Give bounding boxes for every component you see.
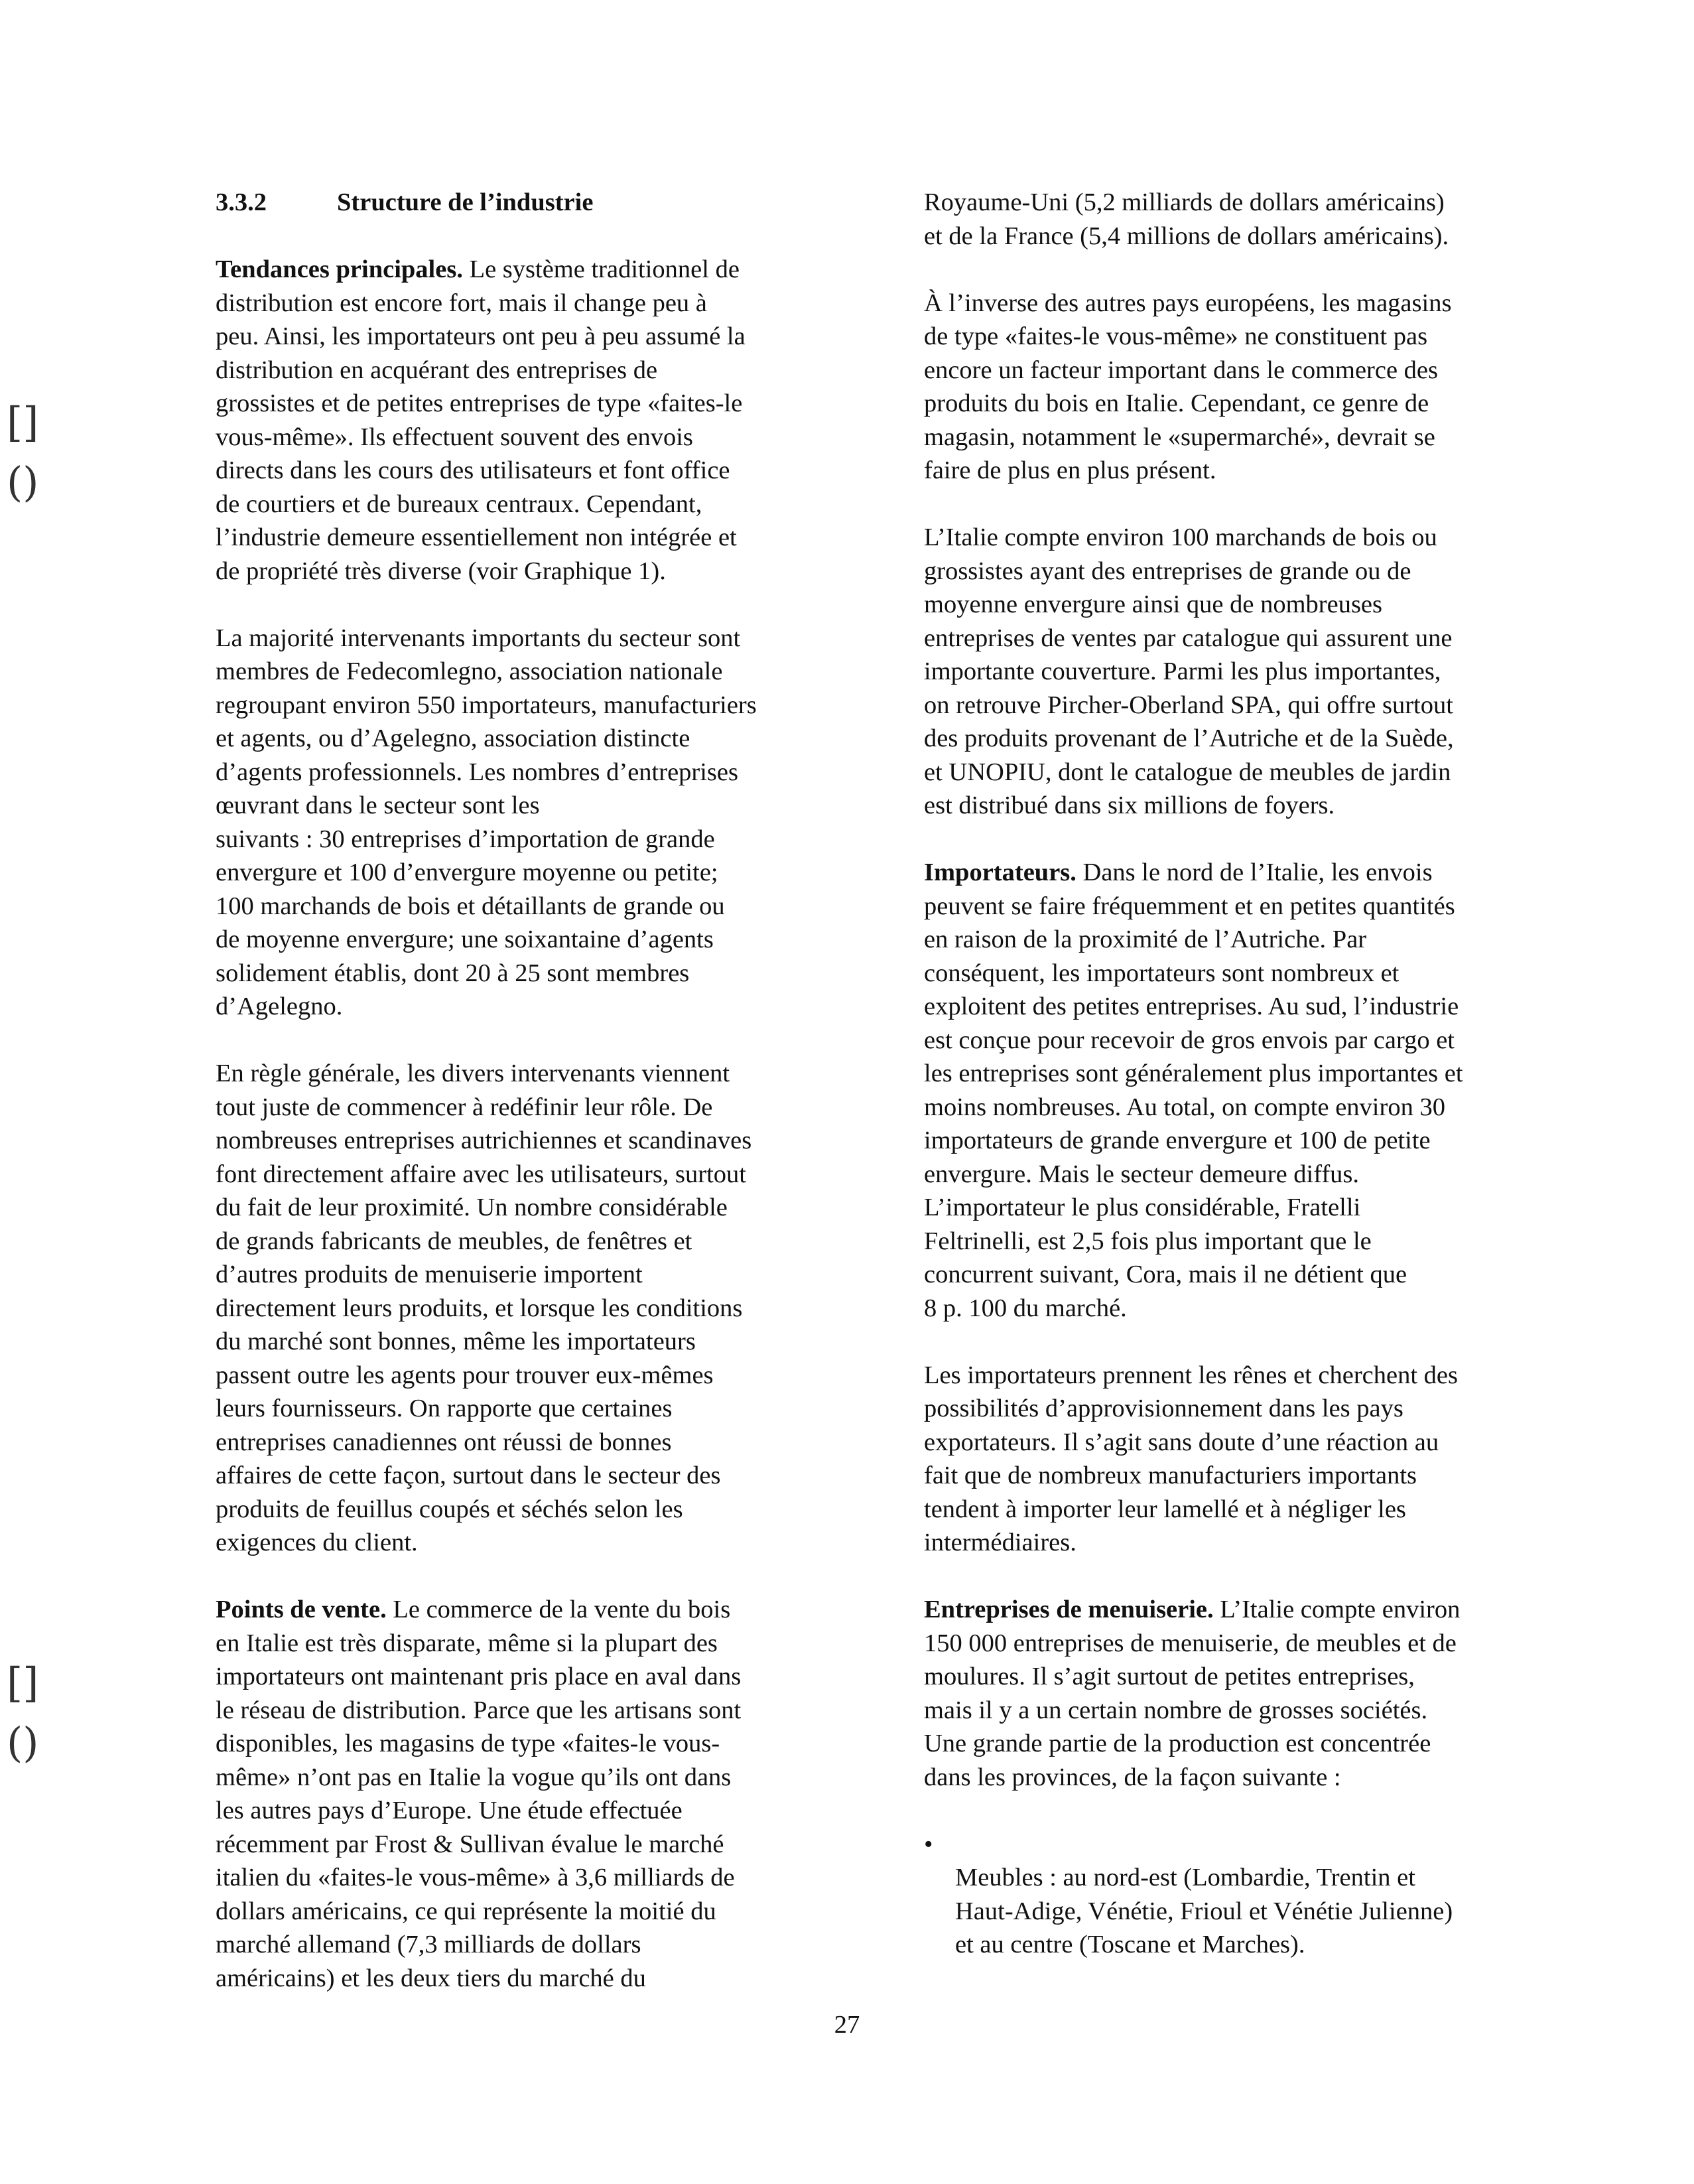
- paragraph: [216, 253, 813, 588]
- paragraph: [924, 521, 1521, 823]
- paragraph-runin-heading: Tendances principales.: [216, 255, 463, 283]
- right-column: [924, 186, 1521, 1962]
- paragraph-runin-heading: Points de vente.: [216, 1596, 387, 1623]
- section-title: Structure de l’industrie: [337, 188, 594, 216]
- paragraph-text: Les importateurs prennent les rênes et cherchent des possibilités d’approvisionnement dans les pays exportateurs. Il s’agit sans doute d’une réaction au fait que de nombreux manufacturiers importants tendent à importer leur lamellé et à négliger les intermédiaires.: [924, 1361, 1458, 1556]
- paragraph: [216, 1057, 813, 1560]
- paragraph-text: L’Italie compte environ 150 000 entreprises de menuiserie, de meubles et de moulures. Il s’agit surtout de petites entreprises, mais il y a un certain nombre de grosses sociétés. Une grande partie de la production est concentrée dans les provinces, de la façon suivante :: [924, 1596, 1461, 1791]
- bullet-marker: •: [924, 1830, 933, 1858]
- margin-mark: []: [7, 398, 39, 446]
- paragraph-text: Royaume-Uni (5,2 milliards de dollars américains) et de la France (5,4 millions de dollars américains).: [924, 188, 1449, 250]
- section-number: 3.3.2: [216, 188, 267, 216]
- paragraph: [216, 1593, 813, 1995]
- paragraph: [216, 622, 813, 1024]
- paragraph-text: Le commerce de la vente du bois en Italie est très disparate, même si la plupart des importateurs ont maintenant pris place en aval dans le réseau de distribution. Parce que les artisans sont disponibles, les magasins de type «faites-le vous- même» n’ont pas en Italie la vogue qu’ils ont dans les autres pays d’Europe. Une étude effectuée récemment par Frost & Sullivan évalue le marché italien du «faites-le vous-même» à 3,6 milliards de dollars américains, ce qui représente la moitié du marché allemand (7,3 milliards de dollars américains) et les deux tiers du marché du: [216, 1596, 742, 1992]
- page-number: 27: [834, 2011, 860, 2039]
- paragraph-text: En règle générale, les divers intervenants viennent tout juste de commencer à redéfinir leur rôle. De nombreuses entreprises autrichiennes et scandinaves font directement affaire avec les utilisateurs, surtout du fait de leur proximité. Un nombre considérable de grands fabricants de meubles, de fenêtres et d’autres produits de menuiserie importent directement leurs produits, et lorsque les conditions du marché sont bonnes, même les importateurs passent outre les agents pour trouver eux-mêmes leurs fournisseurs. On rapporte que certaines entreprises canadiennes ont réussi de bonnes affaires de cette façon, surtout dans le secteur des produits de feuillus coupés et séchés selon les exigences du client.: [216, 1059, 752, 1556]
- paragraph-runin-heading: Entreprises de menuiserie.: [924, 1596, 1214, 1623]
- margin-mark: (): [7, 458, 39, 506]
- section-heading: [216, 186, 813, 220]
- bullet-item: [924, 1828, 1521, 1962]
- left-column: [216, 186, 813, 2029]
- paragraph-text: L’Italie compte environ 100 marchands de bois ou grossistes ayant des entreprises de grande ou de moyenne envergure ainsi que de nombreuses entreprises de ventes par catalogue qui assurent une importante couverture. Parmi les plus importantes, on retrouve Pircher-Oberland SPA, qui offre surtout des produits provenant de l’Autriche et de la Suède, et UNOPIU, dont le catalogue de meubles de jardin est distribué dans six millions de foyers.: [924, 523, 1454, 819]
- paragraph-text: Dans le nord de l’Italie, les envois peuvent se faire fréquemment et en petites quantités en raison de la proximité de l’Autriche. Par conséquent, les importateurs sont nombreux et exploitent des petites entreprises. Au sud, l’industrie est conçue pour recevoir de gros envois par cargo et les entreprises sont généralement plus importantes et moins nombreuses. Au total, on compte environ 30 importateurs de grande envergure et 100 de petite envergure. Mais le secteur demeure diffus. L’importateur le plus considérable, Fratelli Feltrinelli, est 2,5 fois plus important que le concurrent suivant, Cora, mais il ne détient que 8 p. 100 du marché.: [924, 858, 1463, 1322]
- paragraph-text: À l’inverse des autres pays européens, les magasins de type «faites-le vous-même» ne constituent pas encore un facteur important dans le commerce des produits du bois en Italie. Cependant, ce genre de magasin, notamment le «supermarché», devrait se faire de plus en plus présent.: [924, 289, 1452, 484]
- paragraph: [924, 856, 1521, 1325]
- paragraph-runin-heading: Importateurs.: [924, 858, 1076, 886]
- paragraph: [924, 287, 1521, 488]
- margin-mark: (): [7, 1718, 39, 1767]
- paragraph-text: Le système traditionnel de distribution est encore fort, mais il change peu à peu. Ainsi, les importateurs ont peu à peu assumé la distribution en acquérant des entreprises de grossistes et de petites entreprises de type «faites-le vous-même». Ils effectuent souvent des envois directs dans les cours des utilisateurs et font office de courtiers et de bureaux centraux. Cependant, l’industrie demeure essentiellement non intégrée et de propriété très diverse (voir Graphique 1).: [216, 255, 746, 585]
- bullet-text: Meubles : au nord-est (Lombardie, Trentin et Haut-Adige, Vénétie, Frioul et Vénétie Julienne) et au centre (Toscane et Marches).: [955, 1864, 1453, 1958]
- paragraph: [924, 186, 1521, 253]
- paragraph: [924, 1359, 1521, 1560]
- paragraph: [924, 1593, 1521, 1794]
- paragraph-text: La majorité intervenants importants du secteur sont membres de Fedecomlegno, association nationale regroupant environ 550 importateurs, manufacturiers et agents, ou d’Agelegno, association distincte d’agents professionnels. Les nombres d’entreprises œuvrant dans le secteur sont les suivants : 30 entreprises d’importation de grande envergure et 100 d’envergure moyenne ou petite; 100 marchands de bois et détaillants de grande ou de moyenne envergure; une soixantaine d’agents solidement établis, dont 20 à 25 sont membres d’Agelegno.: [216, 624, 757, 1020]
- margin-mark: []: [7, 1659, 39, 1707]
